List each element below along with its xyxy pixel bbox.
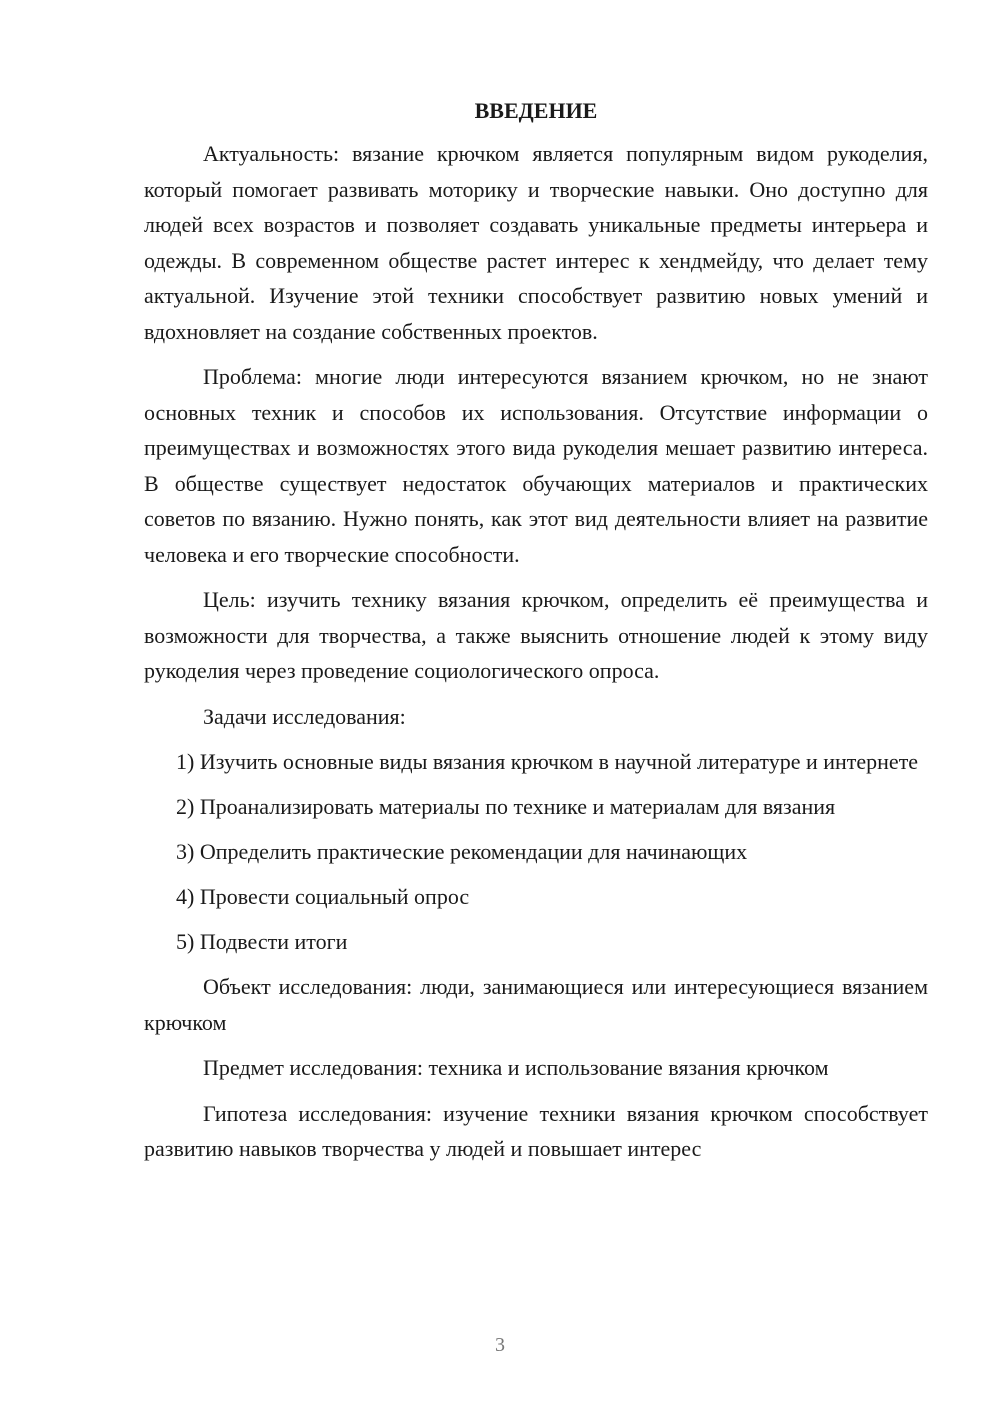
section-title: ВВЕДЕНИЕ [474,98,598,123]
task-item: 1) Изучить основные виды вязания крючком в научной литературе и интернете [176,749,919,774]
task-item: 5) Подвести итоги [176,929,348,954]
page-number: 3 [495,1334,505,1356]
problem-paragraph: Проблема: многие люди интересуются вязанием крючком, но не знают основных техник и способов их использования. Отсутствие информации о преимуществах и возможностях этого вида рукоделия мешает развитию интереса. В обществе существует недостаток обучающих материалов и практических советов по вязанию. Нужно понять, как этот вид деятельности влияет на развитие человека и его творческие способности. [144,364,928,567]
relevance-paragraph: Актуальность: вязание крючком является популярным видом рукоделия, который помогает развивать моторику и творческие навыки. Оно доступно для людей всех возрастов и позволяет создавать уникальные предметы интерьера и одежды. В современном обществе растет интерес к хендмейду, что делает тему актуальной. Изучение этой техники способствует развитию новых умений и вдохновляет на создание собственных проектов. [144,141,928,344]
page-content [144,96,928,1177]
tasks-list [144,744,928,960]
task-item: 4) Провести социальный опрос [176,884,470,909]
object-paragraph: Объект исследования: люди, занимающиеся или интересующиеся вязанием крючком [144,974,928,1035]
tasks-heading: Задачи исследования: [203,703,406,729]
task-item: 3) Определить практические рекомендации для начинающих [176,839,748,864]
goal-paragraph: Цель: изучить технику вязания крючком, определить её преимущества и возможности для творчества, а также выяснить отношение людей к этому виду рукоделия через проведение социологического опроса. [144,587,928,683]
hypothesis-paragraph: Гипотеза исследования: изучение техники вязания крючком способствует развитию навыков творчества у людей и повышает интерес [144,1100,928,1161]
task-item: 2) Проанализировать материалы по технике и материалам для вязания [176,794,836,819]
subject-paragraph: Предмет исследования: техника и использование вязания крючком [203,1055,829,1080]
